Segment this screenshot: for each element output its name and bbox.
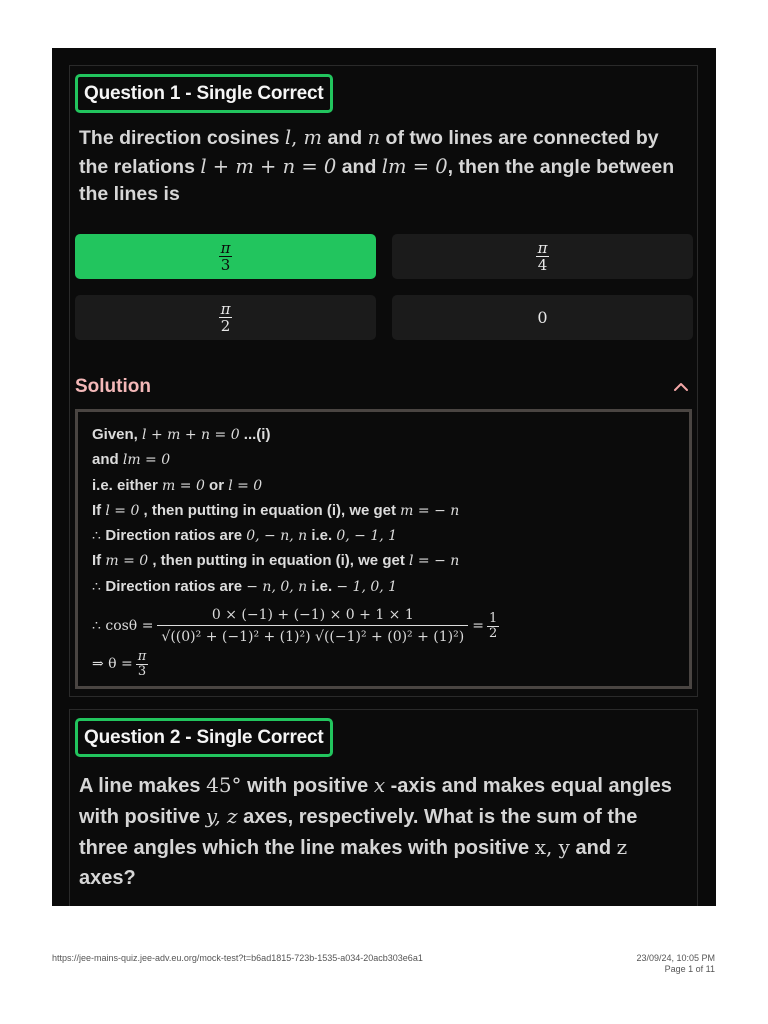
cosine-denominator: √((0)² + (−1)² + (1)²) √((−1)² + (0)² + (1)²) xyxy=(157,625,468,645)
q1-text-part: The direction cosines xyxy=(79,127,285,149)
q1-text-part: and xyxy=(336,155,382,178)
q2-math-yz: y, z xyxy=(205,804,238,828)
question-badge-2: Question 2 - Single Correct xyxy=(75,718,333,757)
question-text-1 xyxy=(79,124,689,209)
solution-theta-line xyxy=(92,649,689,679)
solution-text: Direction ratios are xyxy=(105,577,247,595)
solution-line-5 xyxy=(92,523,689,548)
option-b-button[interactable] xyxy=(392,234,693,279)
cosine-result-numerator: 1 xyxy=(488,610,498,626)
solution-text: , then putting in equation (i), we get xyxy=(139,501,401,519)
solution-line-3 xyxy=(92,473,689,498)
solution-math: 0, − 1, 1 xyxy=(336,528,398,545)
solution-math: − 1, 0, 1 xyxy=(336,578,398,595)
q2-math-degree: 45° xyxy=(206,773,242,797)
q2-text-part: A line makes xyxy=(79,775,207,797)
option-b-fraction xyxy=(536,240,550,273)
solution-text: or xyxy=(204,476,229,494)
solution-math: l = − n xyxy=(408,553,460,570)
solution-text: Direction ratios are xyxy=(105,527,247,545)
solution-math: l = 0 xyxy=(228,477,263,494)
solution-math: 0, − n, n xyxy=(246,528,308,545)
equals-sign: = xyxy=(472,618,484,635)
q1-math-comma: , xyxy=(291,126,304,149)
option-d-value: 0 xyxy=(537,308,548,327)
cosine-numerator: 0 × (−1) + (−1) × 0 + 1 × 1 xyxy=(211,607,414,624)
solution-text: ...(i) xyxy=(239,426,271,443)
option-d-button[interactable] xyxy=(392,295,693,340)
question-badge-1: Question 1 - Single Correct xyxy=(75,74,333,113)
option-b-denominator: 4 xyxy=(537,256,548,274)
q1-text-part: , then the angle between the lines is xyxy=(79,155,675,205)
question-text-2 xyxy=(79,770,689,893)
footer-datetime: 23/09/24, 10:05 PM xyxy=(636,953,715,963)
theta-numerator: π xyxy=(137,648,147,664)
theta-fraction xyxy=(136,650,149,679)
solution-line-4 xyxy=(92,498,689,523)
theta-prefix: ⇒ θ = xyxy=(92,656,133,673)
solution-line-2 xyxy=(92,447,689,472)
solution-text: i.e. either xyxy=(92,476,163,494)
option-c-button[interactable] xyxy=(75,295,376,340)
option-a-button[interactable] xyxy=(75,234,376,279)
solution-line-1 xyxy=(92,422,689,447)
footer-url: https://jee-mains-quiz.jee-adv.eu.org/mock-test?t=b6ad1815-723b-1535-a034-20acb303e6a1 xyxy=(52,953,423,963)
option-c-fraction xyxy=(219,301,233,334)
solution-text: If xyxy=(92,552,106,570)
solution-math: m = 0 xyxy=(162,477,205,494)
option-c-denominator: 2 xyxy=(220,317,231,335)
theta-denominator: 3 xyxy=(137,663,147,679)
solution-box xyxy=(75,409,692,689)
solution-math: m = 0 xyxy=(105,553,149,570)
q1-math-relation-1: l + m + n = 0 xyxy=(200,154,337,178)
solution-math: lm = 0 xyxy=(122,452,171,469)
solution-math: l + m + n = 0 xyxy=(142,427,240,443)
q2-text-part: axes? xyxy=(79,867,136,889)
q2-text-part: and xyxy=(569,837,617,859)
q2-math-z: z xyxy=(616,835,628,859)
q1-text-part: of two lines are connected by the relations xyxy=(79,127,659,178)
therefore-symbol: ∴ xyxy=(92,578,106,595)
solution-text: i.e. xyxy=(307,527,337,545)
q1-math-relation-2: lm = 0 xyxy=(381,154,448,178)
therefore-symbol: ∴ xyxy=(92,528,106,545)
solution-math: − n, 0, n xyxy=(246,578,308,595)
q2-text-part: with positive xyxy=(241,775,374,797)
footer-page-number: Page 1 of 11 xyxy=(664,964,715,974)
solution-text: Given, xyxy=(92,426,143,443)
question-card-2 xyxy=(69,709,698,906)
cosine-prefix: ∴ cosθ = xyxy=(92,618,154,635)
option-a-denominator: 3 xyxy=(220,256,231,274)
cosine-result-denominator: 2 xyxy=(488,625,498,641)
solution-line-7 xyxy=(92,574,689,599)
solution-text: , then putting in equation (i), we get xyxy=(148,552,409,570)
solution-cosine-line xyxy=(92,603,689,649)
q1-math-l: l xyxy=(284,126,292,149)
solution-line-6 xyxy=(92,548,689,573)
solution-text: If xyxy=(92,501,106,519)
q1-text-part: and xyxy=(322,127,368,149)
option-b-numerator: π xyxy=(537,239,548,257)
q2-text-part: axes, respectively. What is the sum of the three angles which the line makes with positive xyxy=(79,806,638,859)
question-card-1 xyxy=(69,65,698,697)
option-c-numerator: π xyxy=(220,300,231,318)
q2-text-part: -axis and makes equal angles with positive xyxy=(79,775,672,828)
solution-math: m = − n xyxy=(400,502,460,519)
q2-math-x: x xyxy=(373,773,386,797)
q2-math-xy: x, y xyxy=(534,835,570,859)
cosine-result-fraction xyxy=(487,612,499,641)
option-a-fraction xyxy=(219,240,233,273)
q1-math-n: n xyxy=(367,126,381,149)
cosine-fraction xyxy=(157,607,468,645)
chevron-up-icon[interactable] xyxy=(672,378,690,396)
solution-text: and xyxy=(92,451,123,469)
option-a-numerator: π xyxy=(220,239,231,257)
q1-math-m: m xyxy=(303,126,323,149)
solution-title: Solution xyxy=(75,376,151,397)
solution-math: l = 0 xyxy=(105,502,140,519)
solution-text: i.e. xyxy=(307,577,337,595)
quiz-page xyxy=(52,48,716,906)
